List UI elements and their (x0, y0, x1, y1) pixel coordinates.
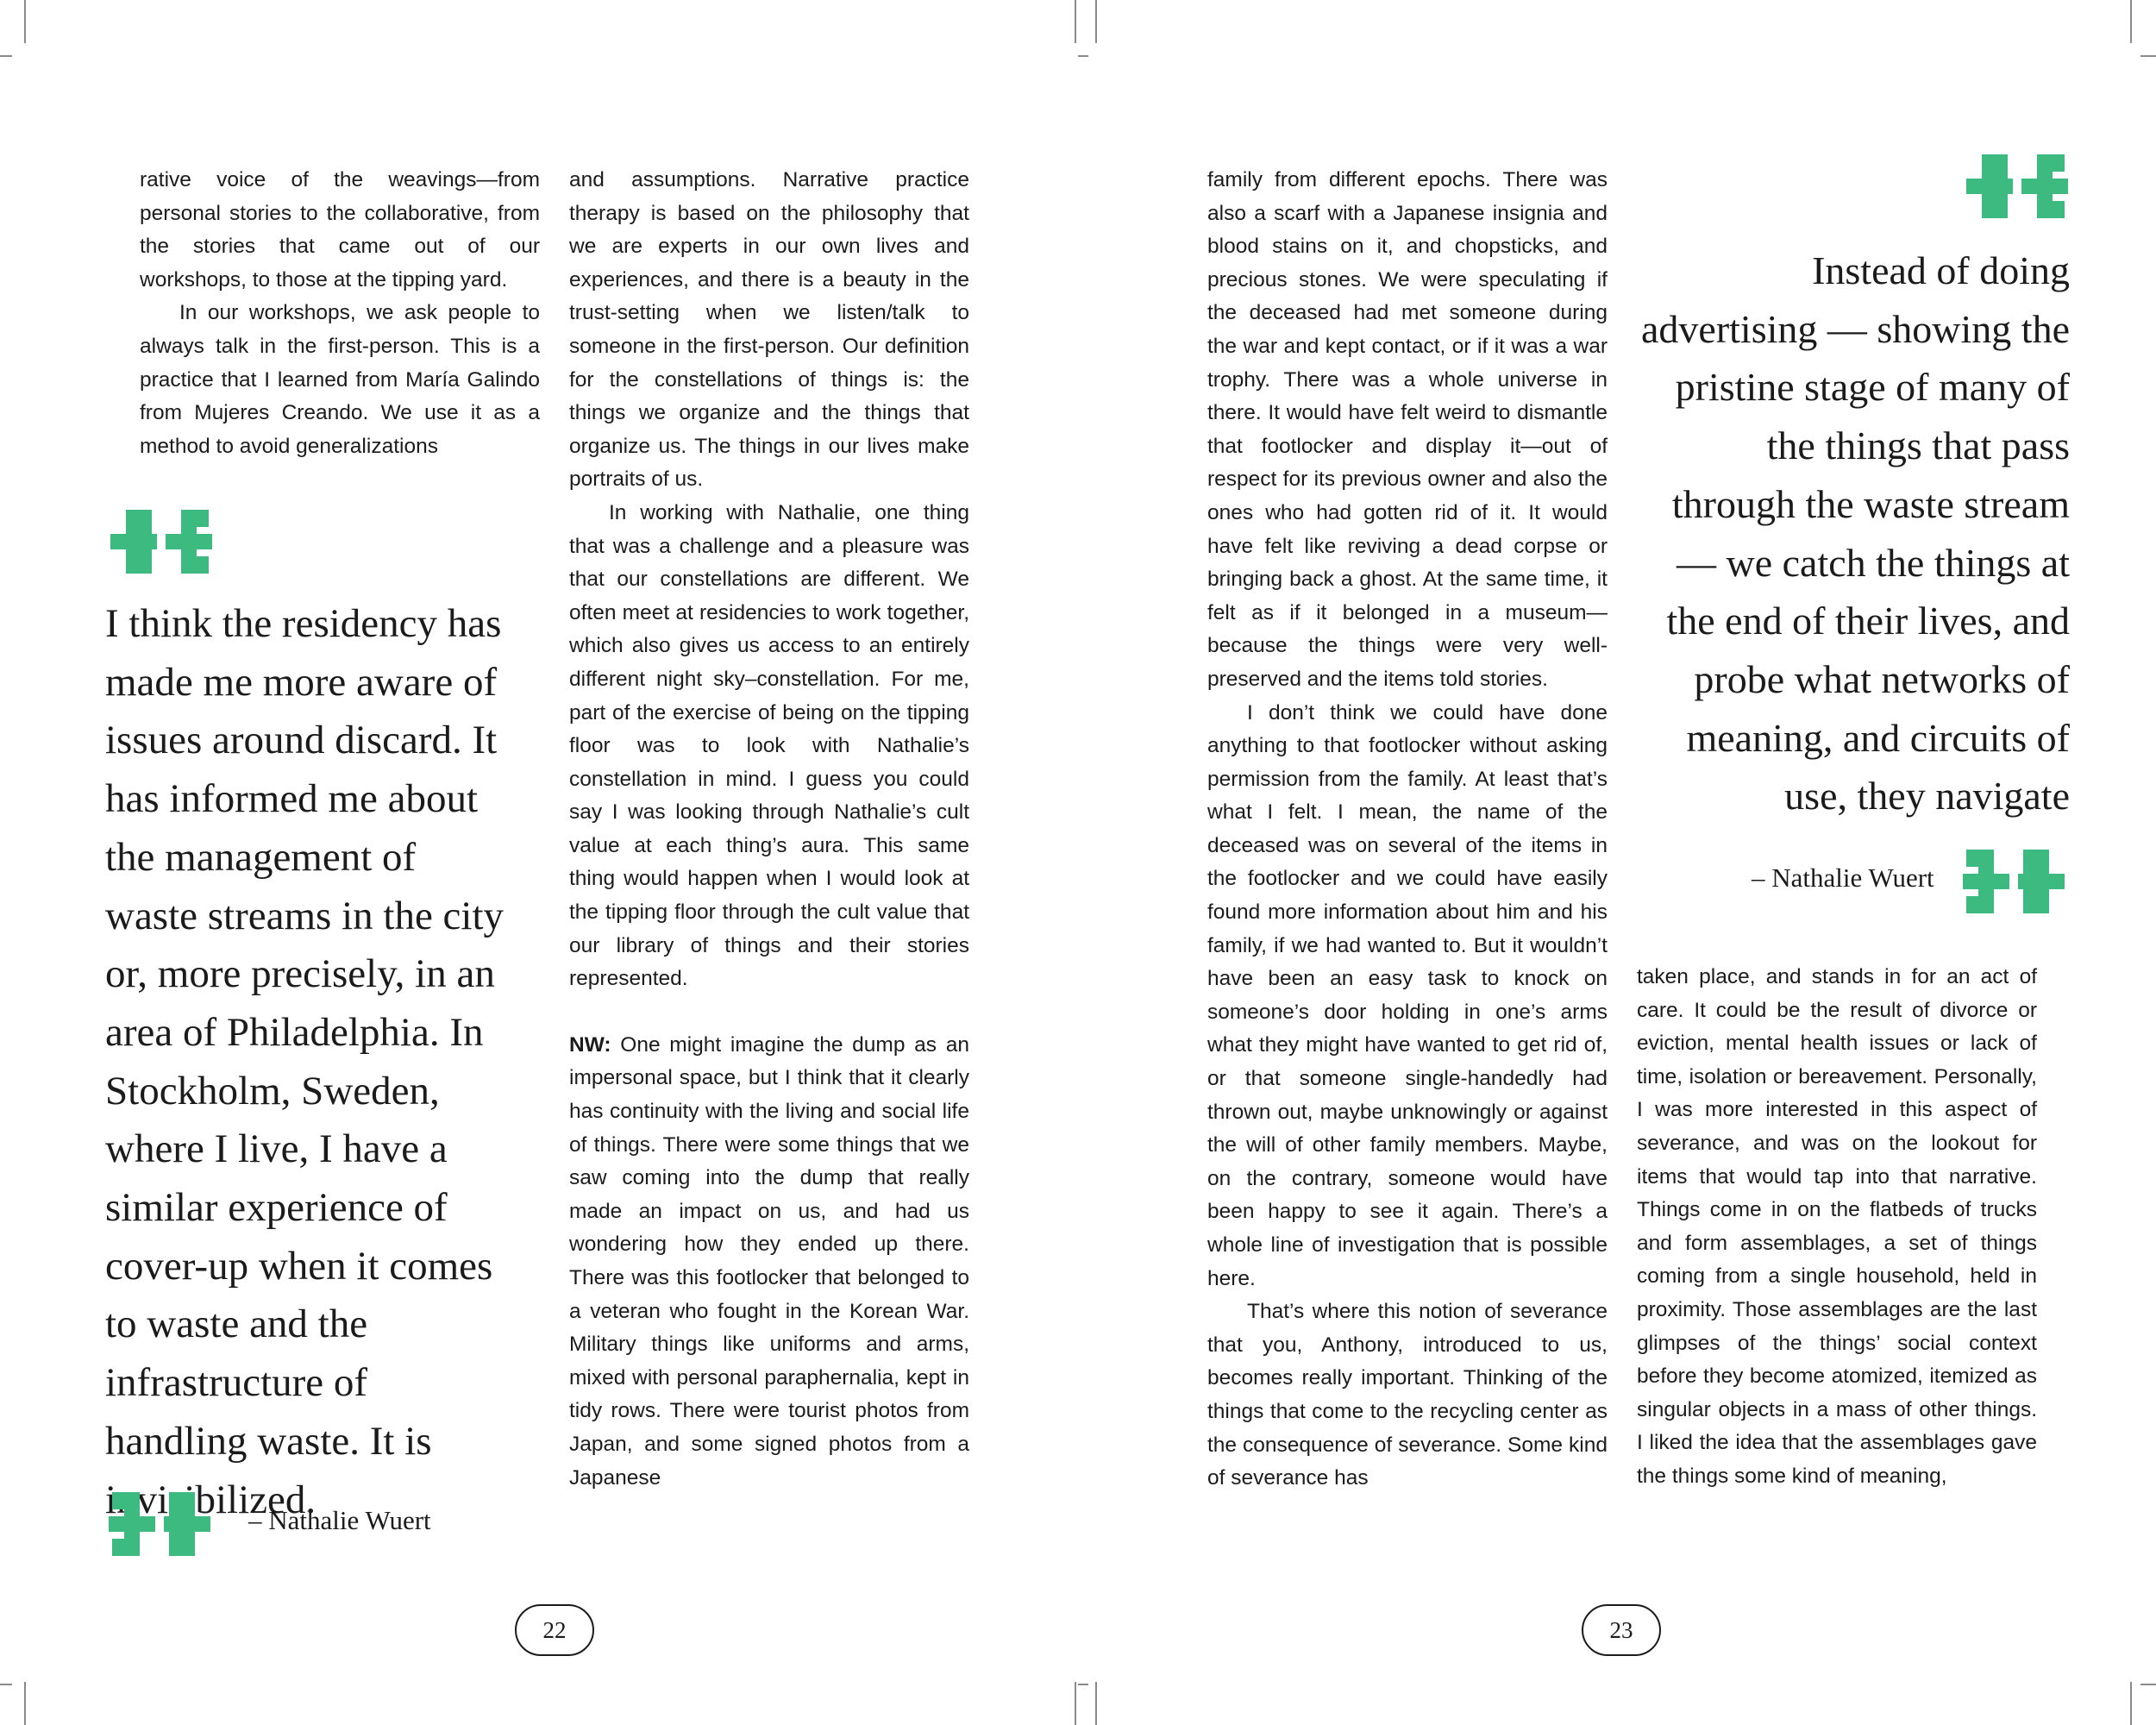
crop-mark (1095, 1682, 1097, 1725)
text-column-left-1 (140, 164, 540, 463)
speaker-label: NW: (569, 1032, 611, 1057)
pull-quote-attribution: – Nathalie Wuert (248, 1505, 431, 1535)
close-quote-icon (105, 1490, 216, 1558)
paragraph-text: One might imagine the dump as an impersonal space, but I think that it clearly has continuity with the living and social life of things. There were some things that we saw coming into the dump that really made an impact on us, and had us wondering how they ended up there. There was this footlocker that belonged to a veteran who fought in the Korean War. Military things like uniforms and arms, mixed with personal paraphernalia, kept in tidy rows. There were tourist photos from Japan, and some signed photos from a Japanese (569, 1032, 969, 1490)
crop-mark (0, 1684, 12, 1685)
paragraph: taken place, and stands in for an act of care. It could be the result of divorce or eviction, mental health issues or lack of time, isolation or bereavement. Personally, I was more interested in this aspect of severance, and was on the lookout for items that would tap into that narrative. Things come in on the flatbeds of trucks and form assemblages, a set of things coming from a single household, held in proximity. Those assemblages are the last glimpses of the things’ social context before they become atomized, itemized as singular objects in a mass of other things. I liked the idea that the assemblages gave the things some kind of meaning, (1637, 965, 2037, 1488)
crop-mark (2140, 55, 2156, 57)
crop-mark (1095, 0, 1097, 43)
paragraph: and assumptions. Narrative practice therapy is based on the philosophy that we are experts in our own lives and experiences, and there is a beauty in the trust-setting when we listen/talk to someone in the first-person. Our definition for the constellations of things is: the things we organize and the things that organize us. The things in our lives make portraits of us. (569, 168, 969, 492)
crop-mark (1078, 1684, 1088, 1685)
crop-mark (1075, 1682, 1076, 1725)
paragraph (569, 1029, 969, 1495)
crop-mark (2140, 1684, 2156, 1685)
paragraph: rative voice of the weavings—from personal stories to the collaborative, from the stories that came out of our workshops, to those at the tipping yard. (140, 168, 540, 292)
open-quote-shape (1966, 154, 2068, 218)
crop-mark (24, 1682, 26, 1725)
paragraph: In working with Nathalie, one thing that was a challenge and a pleasure was that our constellations are different. We often meet at residencies to work together, which also gives us access to an entirely different night sky–constellation. For me, part of the exercise of being on the tipping floor was to look with Nathalie’s constellation in mind. I guess you could say I was looking through Nathalie’s cult value at each thing’s aura. This same thing would happen when I would look at the tipping floor through the cult value that our library of things and their stories represented. (569, 500, 969, 991)
close-quote-icon (1959, 848, 2070, 915)
paragraph: That’s where this notion of severance that you, Anthony, introduced to us, becomes really important. Thinking of the things that come to the recycling center as the consequence of severance. Some kind of severance has (1207, 1300, 1608, 1490)
paragraph: family from different epochs. There was also a scarf with a Japanese insignia and blood stains on it, and chopsticks, and precious stones. We were speculating if the deceased had met someone during the war and kept contact, or if it was a war trophy. There was a whole universe in there. It would have felt weird to dismantle that footlocker and display it—out of respect for its previous owner and also the ones who had gotten rid of it. It would have felt like reviving a dead corpse or bringing back a ghost. At the same time, it felt as if it belonged in a museum—because the things were very well-preserved and the items told stories. (1207, 168, 1608, 691)
text-column-left-2 (569, 164, 969, 1495)
paragraph: I don’t think we could have done anything to that footlocker without asking permission from the family. At least that’s what I felt. I mean, the name of the deceased was on several of the items in the footlocker and we could have easily found more information about him and his family, if we had wanted to. But it wouldn’t have been an easy task to knock on someone’s door holding in one’s arms what they might have wanted to get rid of, or that someone single-handedly had thrown out, maybe unknowingly or against the will of other family members. Maybe, on the contrary, someone would have been happy to see it again. There’s a whole line of investigation that is possible here. (1207, 700, 1608, 1290)
pull-quote-attribution: – Nathalie Wuert (1752, 862, 1934, 893)
crop-mark (0, 55, 12, 57)
open-quote-shape (110, 510, 212, 574)
close-quote-shape (109, 1492, 210, 1556)
close-quote-shape (1963, 850, 2065, 913)
crop-mark (1075, 0, 1076, 43)
page-number: 22 (515, 1604, 594, 1656)
open-quote-icon (1961, 153, 2071, 220)
paragraph: In our workshops, we ask people to always talk in the first-person. This is a practice that I learned from María Galindo from Mujeres Creando. We use it as a method to avoid generalizations (140, 301, 540, 458)
page-number: 23 (1582, 1604, 1661, 1656)
text-column-right-2 (1637, 961, 2037, 1494)
pull-quote: I think the residency has made me more aware of issues around discard. It has informed me about the management of waste streams in the city or, more precisely, in an area of Philadelphia. In Stockholm, Sweden, where I live, I have a similar experience of cover-up when it comes to waste and the infrastructure of handling waste. It is invisibilized. (105, 601, 505, 1522)
crop-mark (24, 0, 26, 43)
crop-mark (1078, 55, 1088, 57)
open-quote-icon (105, 508, 216, 575)
pull-quote: Instead of doing advertising — showing the pristine stage of many of the things that pass through the waste stream — we catch the things at the end of their lives, and probe what networks of meaning, and circuits of use, they navigate (1641, 248, 2070, 819)
crop-mark (2130, 1682, 2132, 1725)
crop-mark (2130, 0, 2132, 43)
text-column-right-1 (1207, 164, 1608, 1496)
